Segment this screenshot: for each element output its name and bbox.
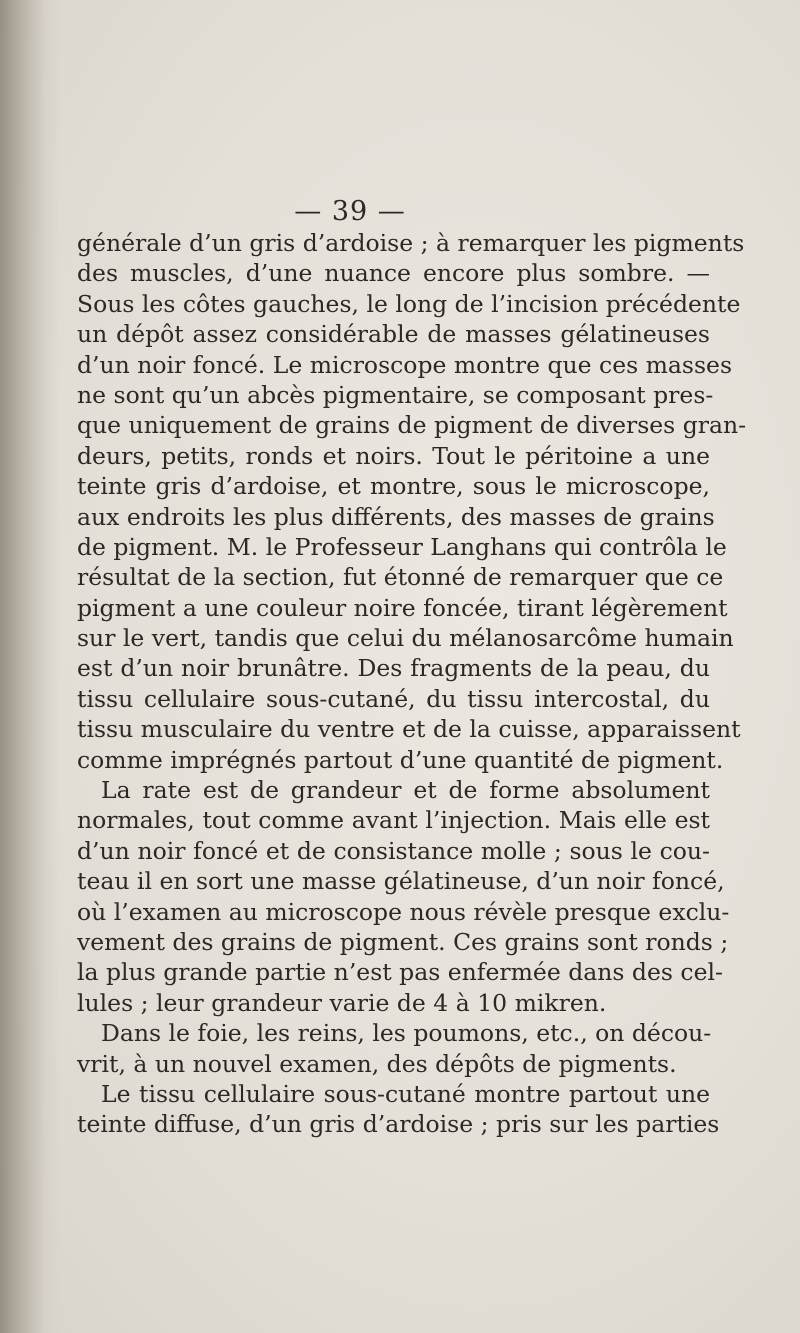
text-line: où l’examen au microscope nous révèle presque exclu- bbox=[77, 897, 730, 926]
text-line: générale d’un gris d’ardoise ; à remarquer les pigments bbox=[77, 229, 745, 257]
text-line: la plus grande partie n’est pas enfermée dans des cel- bbox=[77, 958, 723, 987]
text-line: tissu cellulaire sous-cutané, du tissu intercostal, du bbox=[77, 684, 710, 713]
text-line: aux endroits les plus différents, des masses de grains bbox=[77, 502, 715, 531]
text-line: des muscles, d’une nuance encore plus sombre. — bbox=[77, 259, 710, 288]
text-line: sur le vert, tandis que celui du mélanosarcôme humain bbox=[77, 624, 734, 653]
text-line: deurs, petits, ronds et noirs. Tout le péritoine a une bbox=[77, 441, 710, 470]
text-line: Sous les côtes gauches, le long de l’incision précédente bbox=[77, 289, 741, 318]
text-line: Dans le foie, les reins, les poumons, etc., on décou- bbox=[101, 1019, 712, 1048]
text-line: normales, tout comme avant l’injection. Mais elle est bbox=[77, 806, 710, 835]
text-line: vrit, à un nouvel examen, des dépôts de pigments. bbox=[77, 1049, 677, 1078]
text-line: teinte gris d’ardoise, et montre, sous le microscope, bbox=[77, 472, 710, 501]
text-line: Le tissu cellulaire sous-cutané montre partout une bbox=[101, 1079, 710, 1108]
text-line: pigment a une couleur noire foncée, tirant légèrement bbox=[77, 593, 728, 622]
text-line: résultat de la section, fut étonné de remarquer que ce bbox=[77, 563, 724, 592]
body-text bbox=[77, 228, 747, 1140]
text-line: vement des grains de pigment. Ces grains sont ronds ; bbox=[77, 927, 729, 956]
text-line: La rate est de grandeur et de forme absolument bbox=[101, 776, 710, 805]
text-line: d’un noir foncé et de consistance molle ; sous le cou- bbox=[77, 836, 710, 865]
text-line: un dépôt assez considérable de masses gélatineuses bbox=[77, 320, 710, 349]
text-line: comme imprégnés partout d’une quantité de pigment. bbox=[77, 745, 724, 774]
text-line: de pigment. M. le Professeur Langhans qui contrôla le bbox=[77, 532, 727, 561]
text-line: d’un noir foncé. Le microscope montre que ces masses bbox=[77, 350, 733, 379]
text-line: tissu musculaire du ventre et de la cuisse, apparaissent bbox=[77, 715, 741, 744]
text-line: ne sont qu’un abcès pigmentaire, se composant pres- bbox=[77, 380, 714, 409]
text-line: teau il en sort une masse gélatineuse, d’un noir foncé, bbox=[77, 867, 725, 896]
page-number: — 39 — bbox=[294, 196, 406, 227]
text-line: teinte diffuse, d’un gris d’ardoise ; pris sur les parties bbox=[77, 1110, 720, 1139]
text-line: lules ; leur grandeur varie de 4 à 10 mikren. bbox=[77, 988, 607, 1017]
text-line: que uniquement de grains de pigment de diverses gran- bbox=[77, 411, 747, 440]
text-line: est d’un noir brunâtre. Des fragments de la peau, du bbox=[77, 654, 710, 683]
